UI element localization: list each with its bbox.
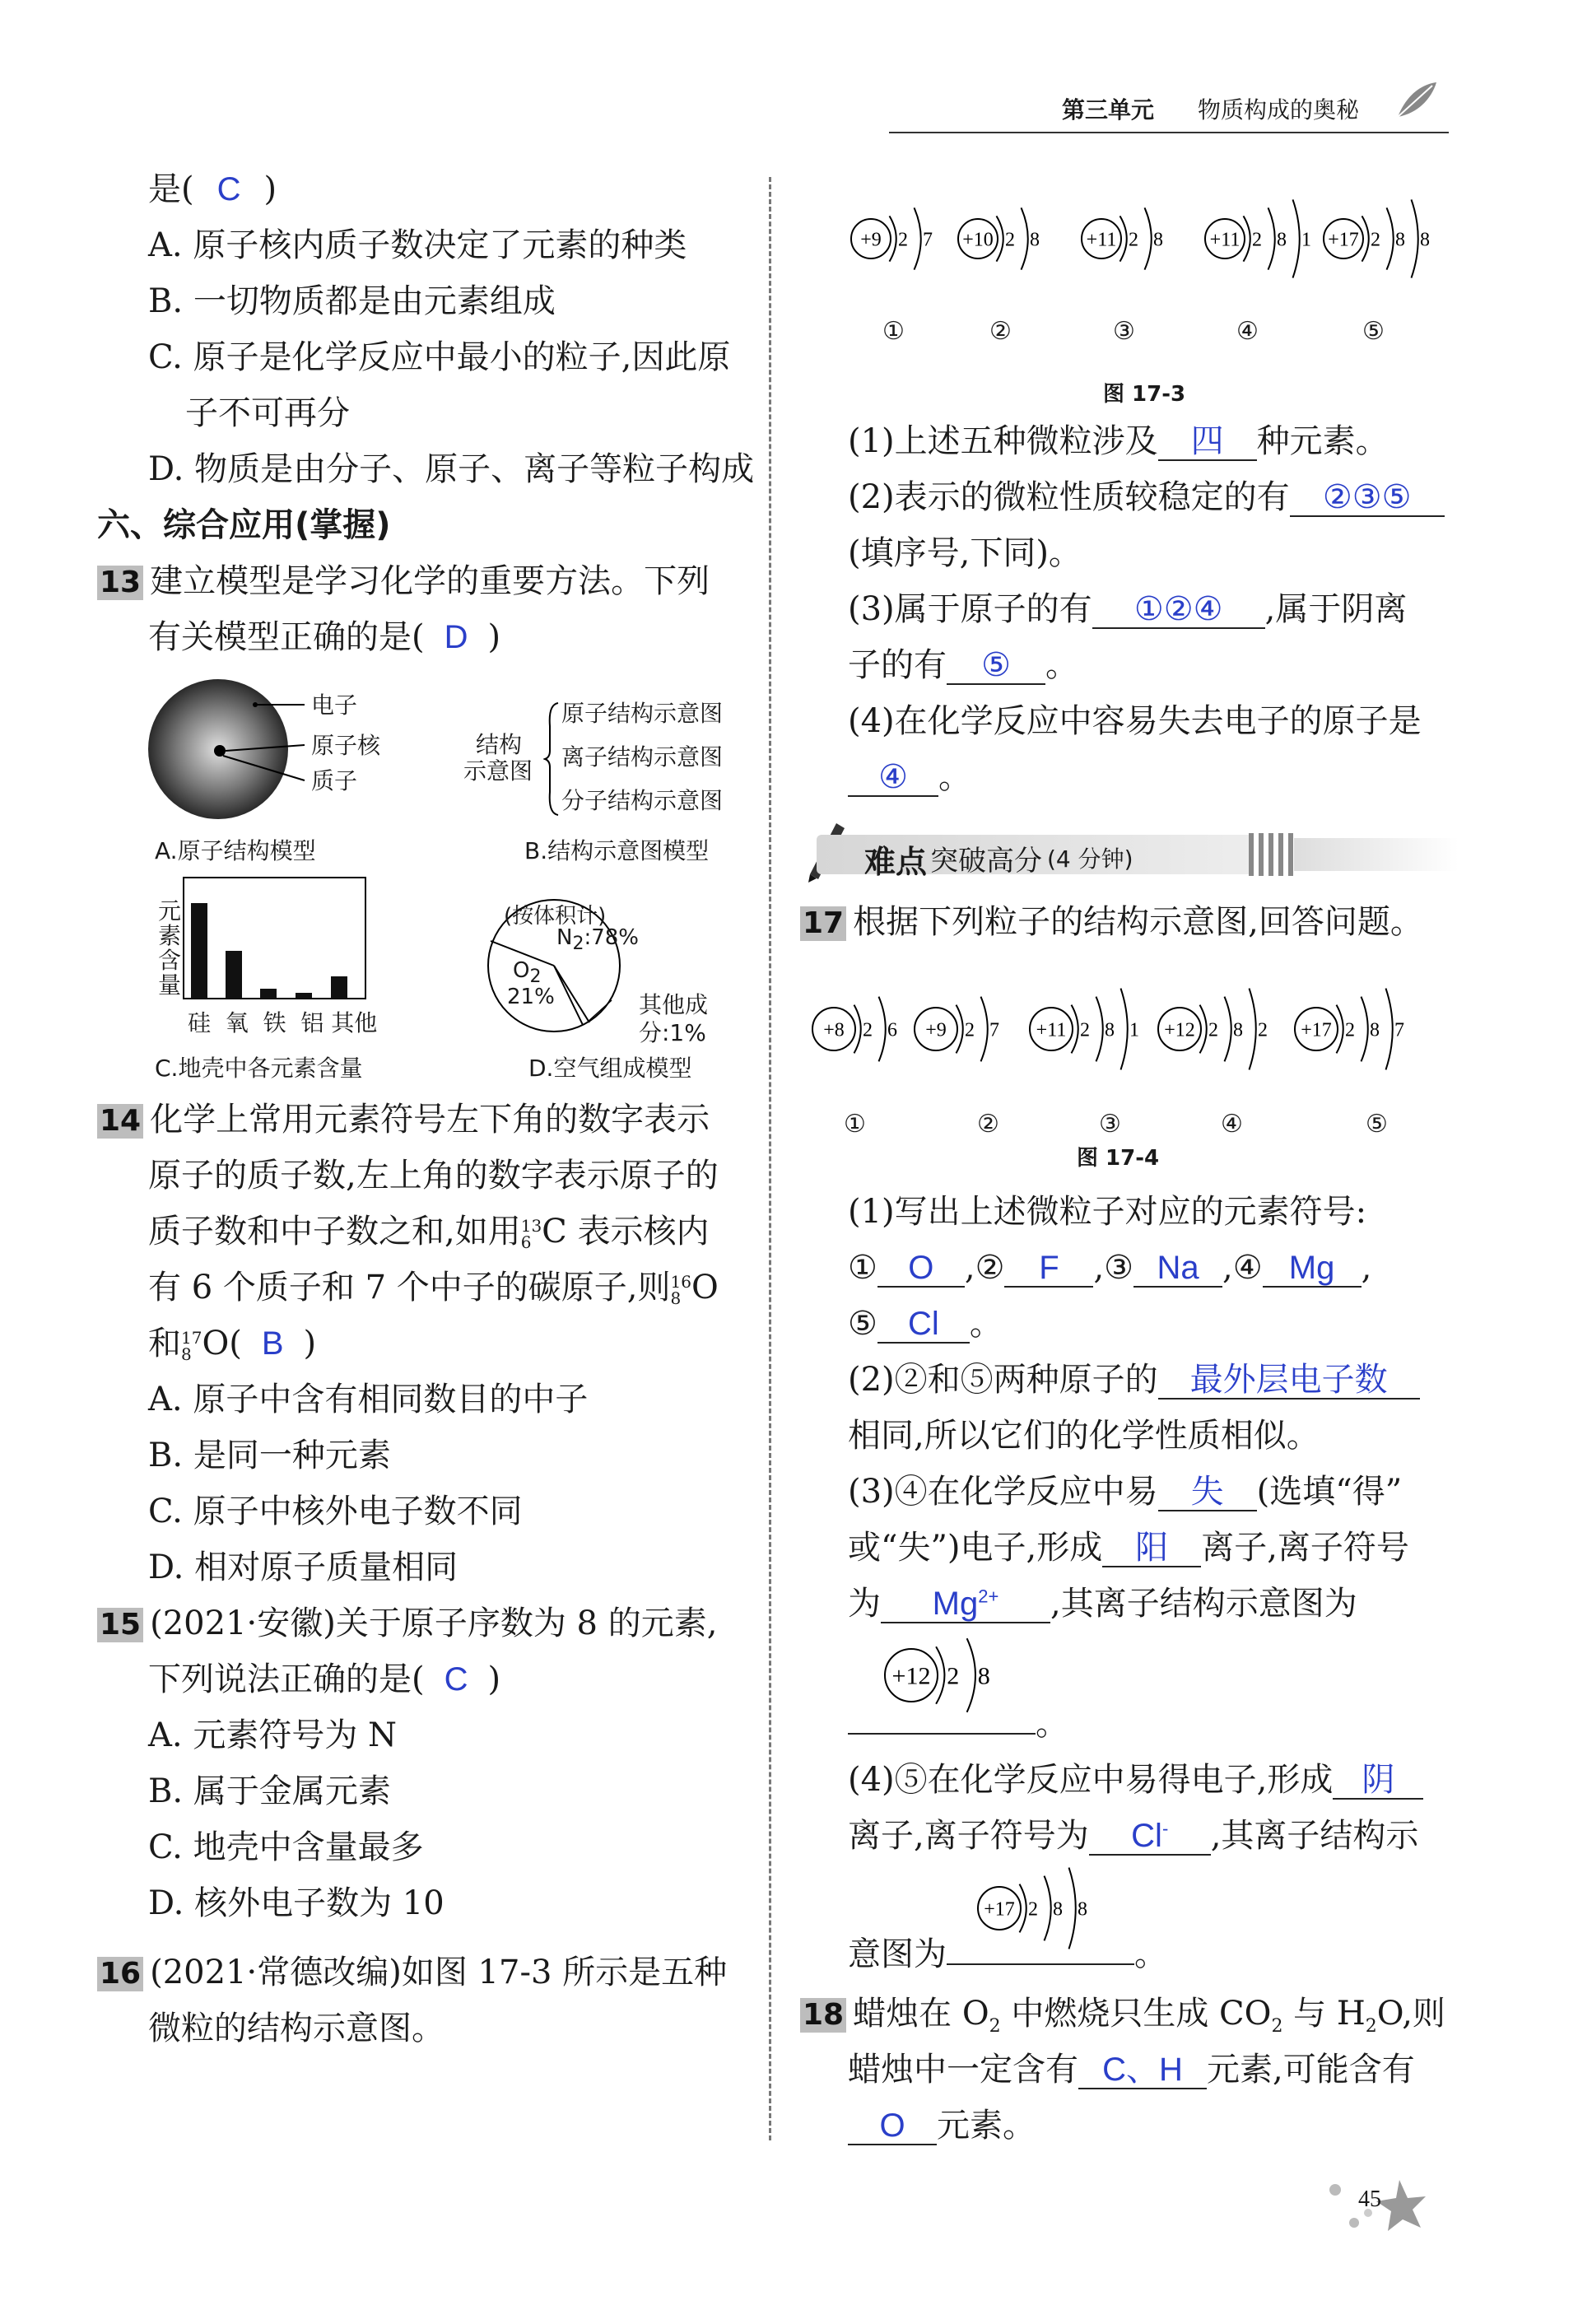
fig174-atom-5-charge: +17 bbox=[1301, 1019, 1332, 1041]
q17-part4c: 意图为 。 bbox=[848, 1935, 1167, 1973]
fig173-atom-1-electrons-1: 2 bbox=[898, 229, 908, 251]
banner-text: 突破高分 bbox=[930, 845, 1042, 878]
q16-answer-4: ⑤ bbox=[947, 647, 1045, 685]
q12-option-b: B. 一切物质都是由元素组成 bbox=[148, 282, 556, 320]
figure-17-4-diagram bbox=[803, 955, 1461, 1095]
fig173-index-2: ② bbox=[989, 317, 1012, 346]
q17-answer-5: Mg bbox=[932, 1586, 979, 1622]
q17-part4b: 离子,离子符号为 Cl- ,其离子结构示 bbox=[848, 1817, 1419, 1855]
model-a-caption: A.原子结构模型 bbox=[155, 837, 316, 864]
bar-iron bbox=[260, 989, 277, 999]
brace-icon bbox=[543, 701, 560, 817]
fig173-index-4: ④ bbox=[1236, 317, 1259, 346]
model-d-n2: $N_2:78\%$ bbox=[556, 925, 640, 955]
q15-line1: 15 (2021·安徽)关于原子序数为 8 的元素, bbox=[97, 1604, 717, 1643]
q15-option-b: B. 属于金属元素 bbox=[148, 1772, 391, 1810]
q17-symbols: ① O ,② F ,③ Na ,④ Mg , bbox=[848, 1249, 1372, 1287]
fig173-atom-3-electrons-2: 8 bbox=[1153, 229, 1163, 251]
model-a-label-electron: 电子 bbox=[311, 692, 358, 719]
q16-part4: (4)在化学反应中容易失去电子的原子是 bbox=[848, 702, 1422, 740]
fig174-atom-4 bbox=[1158, 989, 1268, 1070]
q16-part2: (2)表示的微粒性质较稳定的有 ②③⑤ bbox=[848, 477, 1445, 517]
fig174-atom-3-shell-3 bbox=[1121, 989, 1128, 1070]
q17-answer-3: 失 bbox=[1158, 1474, 1257, 1511]
fig173-atom-3 bbox=[1082, 207, 1163, 269]
q15-option-c: C. 地壳中含量最多 bbox=[148, 1828, 424, 1866]
fig174-atom-3-electrons-1: 2 bbox=[1080, 1019, 1090, 1041]
banner-time: (4 分钟) bbox=[1047, 845, 1133, 873]
fig173-atom-5-shell-2 bbox=[1387, 207, 1394, 269]
bar-oxygen bbox=[226, 951, 242, 999]
fig173-atom-1-shell-2 bbox=[915, 207, 921, 269]
q13-line2: 有关模型正确的是( D ) bbox=[148, 618, 501, 656]
q16-part3b: 子的有 ⑤ 。 bbox=[848, 646, 1078, 684]
fig174-atom-5-electrons-1: 2 bbox=[1345, 1019, 1355, 1041]
unit-title: 物质构成的奥秘 bbox=[1198, 96, 1360, 123]
model-c-caption: C.地壳中各元素含量 bbox=[155, 1055, 363, 1082]
model-d-top: (按体积计) bbox=[504, 904, 607, 929]
fig173-atom-5-shell-3 bbox=[1412, 199, 1418, 277]
q17-part2b: 相同,所以它们的化学性质相似。 bbox=[848, 1417, 1320, 1455]
fig173-atom-3-electrons-1: 2 bbox=[1129, 229, 1138, 251]
q16-part4b: ④ 。 bbox=[848, 757, 971, 797]
q18-number: 18 bbox=[800, 1998, 846, 2033]
fig173-atom-4-electrons-2: 8 bbox=[1277, 229, 1287, 251]
fig173-atom-5-electrons-2: 8 bbox=[1395, 229, 1405, 251]
q17-answer-2: 最外层电子数 bbox=[1158, 1362, 1420, 1400]
fig174-atom-4-electrons-3: 2 bbox=[1258, 1019, 1268, 1041]
q17-part3b: 或“失”)电子,形成 阳 离子,离子符号 bbox=[848, 1529, 1409, 1567]
fig173-index-5: ⑤ bbox=[1362, 317, 1385, 346]
q12-option-c-cont: 子不可再分 bbox=[185, 394, 350, 432]
q12-option-a: A. 原子核内质子数决定了元素的种类 bbox=[148, 226, 687, 264]
figure-17-3-caption: 图 17-3 bbox=[1103, 382, 1186, 407]
model-c-ylabel: 元 素 含 量 bbox=[158, 897, 182, 999]
fig173-atom-2 bbox=[958, 207, 1040, 269]
fig174-atom-1-charge: +8 bbox=[823, 1019, 845, 1041]
bar-silicon bbox=[191, 903, 207, 999]
fig173-atom-2-electrons-1: 2 bbox=[1005, 229, 1015, 251]
q17-part4: (4)⑤在化学反应中易得电子,形成 阴 bbox=[848, 1760, 1423, 1800]
column-divider bbox=[769, 177, 771, 2140]
q14-line3: 质子数和中子数之和,如用 13 6 C 表示核内 bbox=[148, 1213, 710, 1252]
q17-answer-4: 阳 bbox=[1102, 1530, 1201, 1567]
fig174-atom-5 bbox=[1295, 989, 1404, 1070]
model-d-caption: D.空气组成模型 bbox=[528, 1055, 692, 1082]
q16-answer-1: 四 bbox=[1158, 423, 1257, 461]
q14-option-d: D. 相对原子质量相同 bbox=[148, 1549, 459, 1586]
q17-symbols-2: ⑤ Cl 。 bbox=[848, 1305, 1003, 1343]
q14-option-b: B. 是同一种元素 bbox=[148, 1437, 391, 1474]
figure-17-3-diagram bbox=[831, 165, 1457, 305]
q16-part1: (1)上述五种微粒涉及 四 种元素。 bbox=[848, 422, 1389, 460]
mg-ion-shell-2 bbox=[967, 1638, 975, 1712]
q12-tail: 是( C ) bbox=[148, 170, 277, 208]
q15-number: 15 bbox=[97, 1608, 143, 1642]
model-c-bar-chart bbox=[183, 877, 368, 1000]
q18-answer-2: O bbox=[848, 2107, 937, 2145]
q17-number: 17 bbox=[800, 906, 846, 941]
fig173-atom-4 bbox=[1205, 199, 1311, 277]
q17-line1: 17 根据下列粒子的结构示意图,回答问题。 bbox=[800, 902, 1423, 942]
q17-sym-3: Na bbox=[1133, 1250, 1222, 1288]
fig173-atom-3-charge: +11 bbox=[1086, 229, 1117, 251]
fig173-atom-2-charge: +10 bbox=[962, 229, 994, 251]
q12-option-c: C. 原子是化学反应中最小的粒子,因此原 bbox=[148, 338, 731, 376]
q14-line2: 原子的质子数,左上角的数字表示原子的 bbox=[148, 1157, 719, 1195]
figure-17-4 bbox=[803, 955, 1461, 1095]
fig173-index-1: ① bbox=[882, 317, 905, 346]
section-6-heading: 六、综合应用(掌握) bbox=[97, 506, 391, 544]
fig174-atom-3-shell-2 bbox=[1096, 997, 1103, 1062]
mg-ion-electrons-1: 2 bbox=[947, 1662, 960, 1690]
model-d-other-1: 其他成 bbox=[639, 991, 709, 1018]
bar-other bbox=[331, 976, 347, 999]
banner-bold: 难点 bbox=[864, 844, 928, 880]
fig174-atom-4-electrons-1: 2 bbox=[1208, 1019, 1218, 1041]
fig173-atom-5 bbox=[1324, 199, 1430, 277]
fig174-atom-5-shell-2 bbox=[1362, 997, 1368, 1062]
model-b-left-1: 结构 bbox=[476, 731, 523, 758]
cl-ion-electrons-3: 8 bbox=[1078, 1898, 1087, 1921]
model-d-o2-value: 21% bbox=[507, 985, 555, 1009]
q14-line5: 和 17 8 O( B ) bbox=[148, 1325, 317, 1364]
q17-part3d: 。 bbox=[848, 1704, 1068, 1744]
q14-line1: 14 化学上常用元素符号左下角的数字表示 bbox=[97, 1100, 710, 1139]
fig174-atom-4-shell-2 bbox=[1225, 997, 1231, 1062]
q18-line1: 18 蜡烛在 $O_2$ 中燃烧只生成 $CO_2$ 与 $H_2O$,则 bbox=[800, 1994, 1445, 2033]
cl-ion-charge: +17 bbox=[984, 1898, 1015, 1921]
fig174-atom-5-electrons-3: 7 bbox=[1394, 1019, 1404, 1041]
mg-ion bbox=[885, 1638, 990, 1712]
fig174-atom-5-shell-3 bbox=[1386, 989, 1393, 1070]
q12-option-d: D. 物质是由分子、原子、离子等粒子构成 bbox=[148, 450, 755, 488]
fig174-atom-4-shell-3 bbox=[1250, 989, 1256, 1070]
fig173-atom-5-electrons-3: 8 bbox=[1420, 229, 1430, 251]
fig174-atom-1-shell-2 bbox=[879, 997, 886, 1062]
fig174-atom-3 bbox=[1030, 989, 1139, 1070]
fig174-index-4: ④ bbox=[1221, 1110, 1243, 1139]
fig173-atom-4-electrons-1: 2 bbox=[1252, 229, 1262, 251]
mg-ion-electrons-2: 8 bbox=[977, 1662, 990, 1690]
model-b-caption: B.结构示意图模型 bbox=[524, 837, 710, 864]
fig174-atom-4-charge: +12 bbox=[1164, 1019, 1195, 1041]
q17-part2: (2)②和⑤两种原子的 最外层电子数 bbox=[848, 1360, 1420, 1400]
fig174-atom-2-charge: +9 bbox=[925, 1019, 947, 1041]
q17-part1: (1)写出上述微粒子对应的元素符号: bbox=[848, 1193, 1367, 1231]
fig173-atom-1-charge: +9 bbox=[860, 229, 882, 251]
fig173-atom-5-charge: +17 bbox=[1328, 229, 1359, 251]
q16-answer-2: ②③⑤ bbox=[1290, 479, 1445, 517]
bar-aluminum bbox=[296, 993, 312, 999]
fig174-atom-2-electrons-2: 7 bbox=[989, 1019, 999, 1041]
fig174-index-3: ③ bbox=[1099, 1110, 1121, 1139]
cl-ion-electrons-1: 2 bbox=[1028, 1898, 1038, 1921]
fig173-atom-4-shell-3 bbox=[1293, 199, 1300, 277]
q13-line1: 13 建立模型是学习化学的重要方法。下列 bbox=[97, 561, 710, 601]
fig173-atom-2-shell-2 bbox=[1022, 207, 1028, 269]
model-d-o2: $O_2$ bbox=[513, 958, 542, 988]
fig174-index-2: ② bbox=[977, 1110, 999, 1139]
fig174-atom-5-electrons-2: 8 bbox=[1370, 1019, 1380, 1041]
unit-label: 第三单元 bbox=[1062, 96, 1155, 123]
fig173-atom-3-shell-2 bbox=[1145, 207, 1152, 269]
cl-ion-electrons-2: 8 bbox=[1053, 1898, 1063, 1921]
q18-line2: 蜡烛中一定含有 C、H 元素,可能含有 bbox=[848, 2051, 1415, 2089]
fig173-atom-2-electrons-2: 8 bbox=[1030, 229, 1040, 251]
q14-number: 14 bbox=[97, 1104, 143, 1139]
q16-number: 16 bbox=[97, 1957, 143, 1991]
fig173-atom-4-shell-2 bbox=[1268, 207, 1275, 269]
fig174-atom-3-charge: +11 bbox=[1036, 1019, 1067, 1041]
q17-part3c: 为 $Mg^{2+}$ ,其离子结构示意图为 bbox=[848, 1585, 1357, 1623]
q16-part2b: (填序号,下同)。 bbox=[848, 534, 1082, 572]
difficulty-banner bbox=[800, 830, 1459, 879]
q16-line1: 16 (2021·常德改编)如图 17-3 所示是五种 bbox=[97, 1953, 727, 1992]
model-b-item-molecule: 分子结构示意图 bbox=[561, 787, 724, 814]
q17-sym-1: O bbox=[877, 1250, 965, 1288]
q17-answer-7: Cl bbox=[1131, 1818, 1162, 1854]
q13-number: 13 bbox=[97, 566, 143, 600]
q16-line2: 微粒的结构示意图。 bbox=[148, 2010, 445, 2047]
model-b-item-atom: 原子结构示意图 bbox=[561, 700, 724, 727]
header-rule bbox=[889, 132, 1449, 133]
mg-ion-charge: +12 bbox=[891, 1662, 931, 1690]
model-a-label-proton: 质子 bbox=[311, 767, 358, 794]
model-c-xticks: 硅 氧 铁 铝 其他 bbox=[188, 1009, 378, 1036]
fig173-atom-5-electrons-1: 2 bbox=[1371, 229, 1380, 251]
q14-option-c: C. 原子中核外电子数不同 bbox=[148, 1493, 523, 1530]
fig173-atom-4-electrons-3: 1 bbox=[1301, 229, 1311, 251]
fig174-atom-3-electrons-2: 8 bbox=[1105, 1019, 1115, 1041]
fig174-atom-2 bbox=[915, 997, 999, 1062]
q16-answer-3: ①②④ bbox=[1092, 591, 1265, 629]
fig173-atom-4-charge: +11 bbox=[1209, 229, 1241, 251]
fig174-atom-2-electrons-1: 2 bbox=[965, 1019, 975, 1041]
fig173-atom-1 bbox=[851, 207, 933, 269]
figure-17-4-caption: 图 17-4 bbox=[1077, 1146, 1160, 1171]
q17-answer-6: 阴 bbox=[1333, 1762, 1423, 1800]
q14-line4: 有 6 个质子和 7 个中子的碳原子,则 16 8 O bbox=[148, 1269, 719, 1308]
fig173-atom-1-electrons-2: 7 bbox=[923, 229, 933, 251]
model-b-item-ion: 离子结构示意图 bbox=[561, 743, 724, 771]
model-a-label-nucleus: 原子核 bbox=[311, 732, 381, 759]
model-d-other-2: 分:1% bbox=[639, 1019, 706, 1046]
q16-answer-5: ④ bbox=[848, 759, 938, 797]
fig174-atom-2-shell-2 bbox=[981, 997, 988, 1062]
fig174-atom-1-electrons-2: 6 bbox=[887, 1019, 897, 1041]
fig174-atom-1-electrons-1: 2 bbox=[863, 1019, 873, 1041]
fig174-atom-3-electrons-3: 1 bbox=[1129, 1019, 1139, 1041]
page-number: 45 bbox=[1358, 2187, 1381, 2212]
q15-line2: 下列说法正确的是( C ) bbox=[148, 1660, 501, 1698]
q18-line3: O 元素。 bbox=[848, 2106, 1036, 2145]
q15-option-a: A. 元素符号为 N bbox=[148, 1716, 398, 1754]
q17-sym-4: Mg bbox=[1263, 1250, 1362, 1288]
fig174-atom-4-electrons-2: 8 bbox=[1233, 1019, 1243, 1041]
model-b-left-2: 示意图 bbox=[463, 757, 533, 785]
atom-structure-model bbox=[144, 675, 473, 827]
q15-option-d: D. 核外电子数为 10 bbox=[148, 1884, 445, 1922]
q16-part3: (3)属于原子的有 ①②④ ,属于阴离 bbox=[848, 590, 1408, 628]
fig174-atom-1 bbox=[812, 997, 897, 1062]
fig174-index-1: ① bbox=[844, 1110, 866, 1139]
fig173-index-3: ③ bbox=[1113, 317, 1135, 346]
q17-sym-5: Cl bbox=[877, 1306, 970, 1344]
q18-answer-1: C、H bbox=[1078, 2052, 1207, 2089]
leaf-icon bbox=[1391, 76, 1441, 125]
fig174-index-5: ⑤ bbox=[1366, 1110, 1388, 1139]
q14-option-a: A. 原子中含有相同数目的中子 bbox=[148, 1381, 589, 1418]
q17-sym-2: F bbox=[1004, 1250, 1093, 1288]
q17-part3: (3)④在化学反应中易 失 (选填“得” bbox=[848, 1473, 1403, 1511]
cl-ion-shell-2 bbox=[1045, 1876, 1051, 1941]
